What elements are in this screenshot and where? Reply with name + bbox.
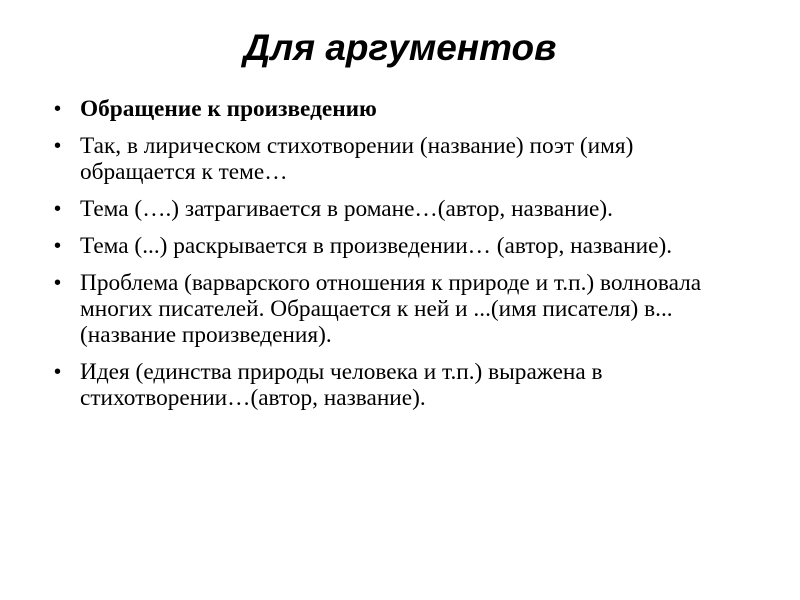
bullet-text: Тема (….) затрагивается в романе…(автор, название). — [80, 196, 613, 222]
bullet-text: Проблема (варварского отношения к природе и т.п.) волновала многих писателей. Обращается к ней и ...(имя писателя) в...(название произведения). — [80, 270, 702, 348]
bullet-text: Обращение к произведению — [80, 96, 377, 122]
bullet-text: Так, в лирическом стихотворении (название) поэт (имя) обращается к теме… — [80, 133, 634, 185]
bullet-item-lyric-poem — [52, 133, 752, 185]
bullet-item-theme-work — [52, 233, 752, 259]
bullet-icon: • — [54, 135, 62, 157]
bullet-item-theme-novel — [52, 196, 752, 222]
bullet-item-problem — [52, 270, 752, 348]
bullet-icon: • — [54, 98, 62, 120]
slide-title: Для аргументов — [243, 27, 557, 68]
bullet-icon: • — [54, 235, 62, 257]
bullet-icon: • — [54, 272, 62, 294]
bullet-text: Тема (...) раскрывается в произведении… (автор, название). — [80, 233, 673, 259]
bullet-text: Идея (единства природы человека и т.п.) выражена в стихотворении…(автор, название). — [80, 359, 603, 411]
bullet-list — [52, 96, 752, 422]
bullet-item-idea — [52, 359, 752, 411]
bullet-icon: • — [54, 361, 62, 383]
bullet-icon: • — [54, 198, 62, 220]
bullet-item-appeal-to-work — [52, 96, 752, 122]
